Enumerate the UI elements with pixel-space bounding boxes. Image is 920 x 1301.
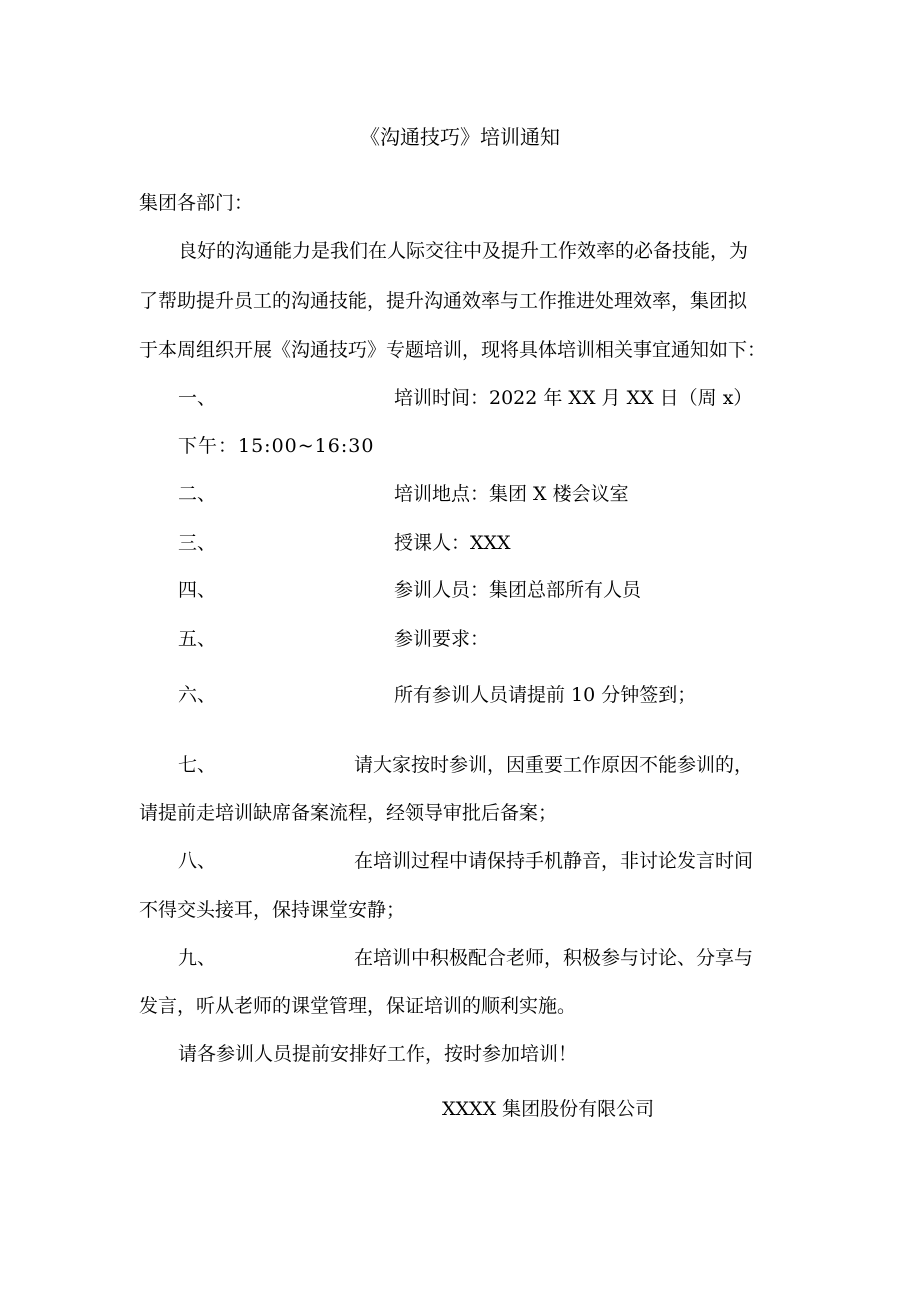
- item-1-text: 培训时间：2022 年 XX 月 XX 日（周 x）: [394, 387, 753, 409]
- item-5-number: 五、: [178, 628, 217, 650]
- intro-line-3: 于本周组织开展《沟通技巧》专题培训，现将具体培训相关事宜通知如下：: [139, 339, 767, 361]
- item-1-continuation: 下午：15:00~16:30: [178, 435, 375, 457]
- signature: XXXX 集团股份有限公司: [442, 1098, 655, 1120]
- item-8-continuation: 不得交头接耳，保持课堂安静；: [139, 899, 406, 921]
- intro-line-2: 了帮助提升员工的沟通技能，提升沟通效率与工作推进处理效率，集团拟: [139, 290, 748, 312]
- item-5-text: 参训要求：: [394, 628, 490, 650]
- item-8-text: 在培训过程中请保持手机静音，非讨论发言时间: [354, 850, 754, 872]
- item-6-text: 所有参训人员请提前 10 分钟签到；: [394, 684, 697, 706]
- item-3-text: 授课人：XXX: [394, 532, 511, 554]
- item-7-continuation: 请提前走培训缺席备案流程，经领导审批后备案；: [139, 802, 558, 824]
- item-6-number: 六、: [178, 684, 217, 706]
- closing-line: 请各参训人员提前安排好工作，按时参加培训！: [178, 1043, 578, 1065]
- item-7-number: 七、: [178, 754, 217, 776]
- intro-line-1: 良好的沟通能力是我们在人际交往中及提升工作效率的必备技能，为: [178, 240, 749, 262]
- item-8-number: 八、: [178, 850, 217, 872]
- item-9-number: 九、: [178, 947, 217, 969]
- document-title: 《沟通技巧》培训通知: [360, 125, 560, 149]
- item-4-number: 四、: [178, 579, 217, 601]
- item-2-number: 二、: [178, 483, 217, 505]
- item-3-number: 三、: [178, 532, 217, 554]
- salutation: 集团各部门：: [139, 192, 254, 214]
- item-9-text: 在培训中积极配合老师，积极参与讨论、分享与: [354, 947, 754, 969]
- item-4-text: 参训人员：集团总部所有人员: [394, 579, 642, 601]
- item-9-continuation: 发言，听从老师的课堂管理，保证培训的顺利实施。: [139, 995, 577, 1017]
- item-2-text: 培训地点：集团 X 楼会议室: [394, 483, 629, 505]
- item-1-number: 一、: [178, 387, 217, 409]
- item-7-text: 请大家按时参训，因重要工作原因不能参训的，: [354, 754, 754, 776]
